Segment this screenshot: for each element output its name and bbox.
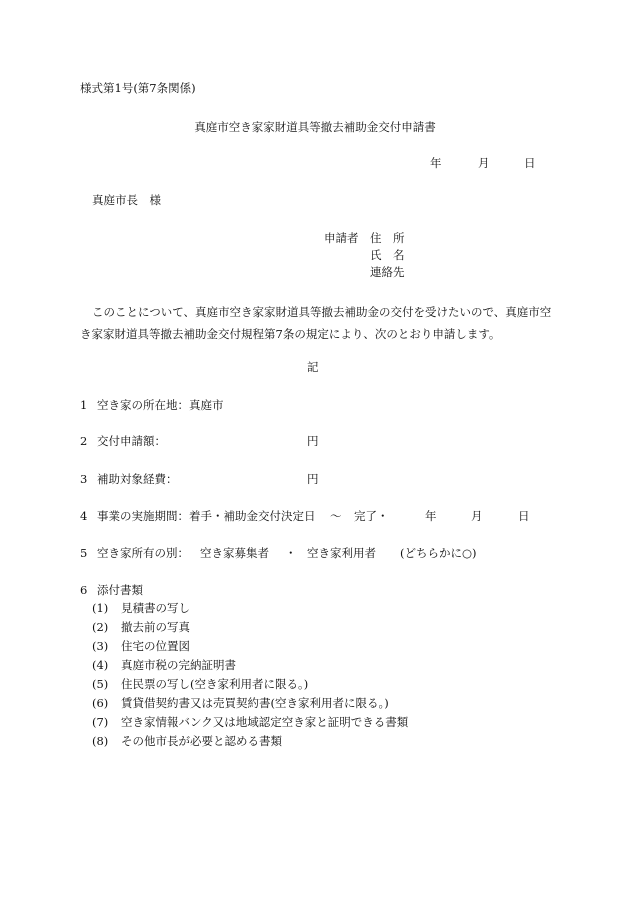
list-item-text: 住宅の位置図 (121, 639, 190, 653)
list-item-number: (4) (92, 658, 109, 672)
attachments-label: 添付書類 (97, 583, 143, 597)
amount-unit: 円 (307, 434, 319, 448)
applicant-label: 申請者 (324, 231, 359, 245)
date-month: 月 (478, 156, 490, 170)
amount-label: 交付申請額： (97, 434, 166, 448)
body-text: このことについて、真庭市空き家家財道具等撤去補助金の交付を受けたいので、真庭市空き家家財道具等撤去補助金交付規程第7条の規定により、次のとおり申請します。 (80, 305, 552, 341)
address-label: 住 所 (370, 231, 405, 245)
date-day: 日 (524, 156, 536, 170)
period-tilde: 〜 (330, 509, 342, 523)
location-label: 空き家の所在地：真庭市 (97, 398, 224, 412)
item-number: 1 (80, 398, 88, 412)
list-item-number: (3) (92, 639, 109, 653)
item-number: 4 (80, 509, 88, 523)
owner-type-label: 空き家所有の別： (97, 546, 189, 560)
list-item-number: (2) (92, 620, 109, 634)
period-day: 日 (518, 509, 530, 523)
page-title: 真庭市空き家家財道具等撤去補助金交付申請書 (194, 120, 436, 134)
list-item-text: 賃貸借契約書又は売買契約書(空き家利用者に限る。) (121, 696, 389, 710)
list-item-number: (1) (92, 601, 109, 615)
expense-label: 補助対象経費： (97, 472, 178, 486)
period-year: 年 (425, 509, 437, 523)
owner-option-separator: ・ (285, 546, 297, 560)
list-item-text: 真庭市税の完納証明書 (121, 658, 236, 672)
period-label: 事業の実施期間：着手・補助金交付決定日 (97, 509, 316, 523)
list-item-text: 見積書の写し (121, 601, 190, 615)
owner-type-note: (どちらかに○) (400, 546, 477, 560)
list-item-number: (5) (92, 677, 109, 691)
period-end-label: 完了・ (354, 509, 389, 523)
list-item-text: 撤去前の写真 (121, 620, 190, 634)
item-number: 2 (80, 434, 88, 448)
list-item-number: (8) (92, 734, 109, 748)
owner-option-user: 空き家利用者 (307, 546, 376, 560)
list-item-text: その他市長が必要と認める書類 (121, 734, 282, 748)
period-month: 月 (471, 509, 483, 523)
item-number: 3 (80, 472, 88, 486)
item-number: 6 (80, 583, 88, 597)
item-number: 5 (80, 546, 88, 560)
list-item-number: (6) (92, 696, 109, 710)
owner-option-recruiter: 空き家募集者 (200, 546, 269, 560)
name-label: 氏 名 (370, 248, 405, 262)
list-item-text: 住民票の写し(空き家利用者に限る。) (121, 677, 309, 691)
expense-unit: 円 (307, 472, 319, 486)
addressee: 真庭市長 様 (92, 193, 161, 207)
contact-label: 連絡先 (370, 265, 405, 279)
date-year: 年 (430, 156, 442, 170)
form-number: 様式第1号(第7条関係) (80, 81, 196, 95)
list-item-number: (7) (92, 715, 109, 729)
body-paragraph (80, 301, 560, 345)
list-item-text: 空き家情報バンク又は地域認定空き家と証明できる書類 (121, 715, 409, 729)
ki-heading: 記 (307, 360, 319, 374)
